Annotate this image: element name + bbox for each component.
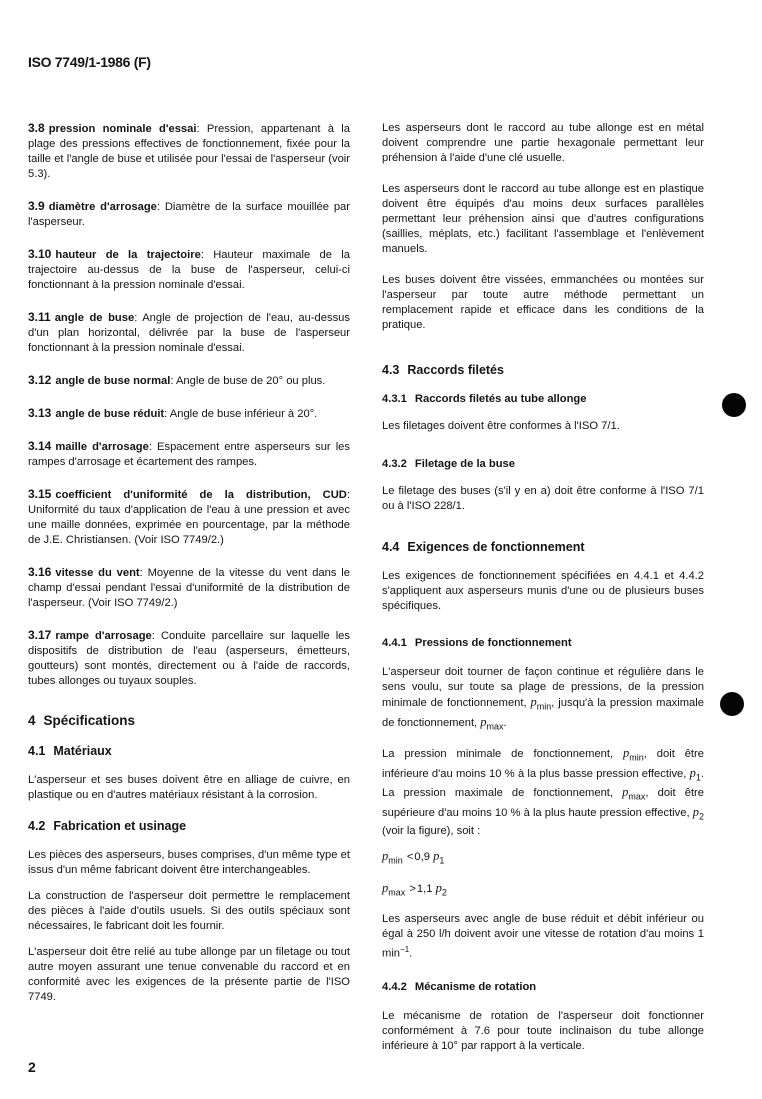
section-title: Exigences de fonctionnement [407, 540, 585, 554]
definition-text: : Angle de projection de l'eau, au-dessus d'un plan horizontal, délivrée par la buse de l'asperseur fonctionnant à la pression nominale d'essai. [28, 312, 350, 354]
definition-term: vitesse du vent [55, 567, 140, 579]
symbol-p-2: $p_2$ [692, 804, 704, 821]
paragraph: L'asperseur doit tourner de façon continue et régulière dans le sens voulu, sur toute sa plage de pressions, de la pression minimale de fonctionnement, $p_{min}$, jusqu'à la pression maximale de fonctionnement, $p_{max}$. [382, 666, 704, 731]
definition-term: rampe d'arrosage [55, 630, 152, 642]
section-title: Fabrication et usinage [53, 819, 187, 833]
definition-term: coefficient d'uniformité de la distribution, CUD [55, 489, 347, 501]
section-title: Filetage de la buse [414, 458, 515, 470]
paragraph: Les buses doivent être vissées, emmanchées ou montées sur l'asperseur par toute autre méthode permettant un remplacement rapide et efficace dans les conditions de la pratique. [382, 274, 704, 331]
inequality-p-max: $p_{max} >1,1$ $p_2$ [382, 880, 447, 897]
definition-text: : Hauteur maximale de la trajectoire au-dessus de la buse de l'asperseur, celui-ci fonctionnant à la pression nominale d'essai. [28, 249, 350, 291]
symbol-p-max: $p_{max}$ [480, 714, 504, 731]
section-number: 4.4.1 [382, 637, 407, 649]
paragraph: Les filetages doivent être conformes à l'ISO 7/1. [382, 420, 620, 432]
section-number: 4.2 [28, 819, 46, 833]
margin-bullet-mark [720, 692, 744, 716]
paragraph: Les asperseurs dont le raccord au tube allonge est en plastique doivent être équipés d'au moins deux surfaces parallèles permettant leur préhension ainsi que d'autres configurations (saillies, méplats, etc.) facilitant l'assemblage et l'enlèvement manuels. [382, 183, 704, 255]
section-4-3-heading [382, 363, 704, 378]
section-number: 4.1 [28, 744, 46, 758]
paragraph: Les asperseurs dont le raccord au tube allonge est en métal doivent comprendre une partie hexagonale permettant leur préhension à l'aide d'une clé usuelle. [382, 122, 704, 164]
definition-text: : Conduite parcellaire sur laquelle les dispositifs de distribution de l'eau (asperseurs, émetteurs, goutteurs) sont montés, directement ou à l'aide de raccords, tubes allonges ou tuyaux souples. [28, 630, 350, 687]
symbol-p-max: $p_{max}$ [622, 785, 646, 802]
symbol-p-min: $p_{min}$ [530, 695, 552, 712]
paragraph: La pression minimale de fonctionnement, $p_{min}$, doit être inférieure d'au moins 10 % à la plus basse pression effective, $p_1$. La pression maximale de fonctionnement, $p_{max}$, doit être supérieure d'au moins 10 % à la plus haute pression effective, $p_2$ (voir la figure), soit : [382, 746, 704, 837]
definition-text: : Moyenne de la vitesse du vent dans le champ d'essai pendant l'essai d'uniformité de la distribution de l'asperseur. (Voir ISO 7749/2.) [28, 567, 350, 609]
symbol-p-min: $p_{min}$ [623, 746, 644, 763]
section-4-heading [28, 713, 350, 728]
definition-number: 3.10 [28, 247, 52, 261]
definition-3-17 [28, 628, 350, 689]
definition-3-16 [28, 565, 350, 611]
section-4-3-1-heading [382, 392, 704, 407]
definition-3-13 [28, 406, 350, 422]
definition-term: angle de buse réduit [55, 408, 165, 420]
definition-number: 3.12 [28, 373, 52, 387]
definition-text: : Angle de buse inférieur à 20°. [164, 408, 318, 420]
section-4-4-2-heading [382, 980, 704, 995]
paragraph: Le filetage des buses (s'il y en a) doit être conforme à l'ISO 7/1 ou à l'ISO 228/1. [382, 485, 704, 512]
section-4-4-1-heading [382, 636, 704, 651]
definition-number: 3.16 [28, 565, 52, 579]
section-number: 4.3.1 [382, 393, 407, 405]
section-number: 4.3.2 [382, 458, 407, 470]
definition-number: 3.8 [28, 121, 45, 135]
section-number: 4.4.2 [382, 980, 407, 993]
paragraph: Le mécanisme de rotation de l'asperseur doit fonctionner conformément à 7.6 pour toute inclinaison du tube allonge inférieure à 10° par rapport à la verticale. [382, 1009, 704, 1052]
definition-number: 3.15 [28, 487, 52, 501]
paragraph: Les exigences de fonctionnement spécifiées en 4.4.1 et 4.4.2 s'appliquent aux asperseurs munis d'une ou de plusieurs buses spécifiques. [382, 570, 704, 612]
inequality-p-min: $p_{min} <0,9$ $p_1$ [382, 849, 445, 866]
definition-term: angle de buse [54, 312, 135, 324]
section-number: 4.3 [382, 363, 400, 377]
definition-text: : Espacement entre asperseurs sur les rampes d'arrosage et écartement des rampes. [28, 441, 350, 468]
definition-3-12 [28, 373, 350, 389]
paragraph: L'asperseur doit être relié au tube allonge par un filetage ou tout autre moyen assurant une tenue convenable du raccord et en conformité avec les exigences de la présente partie de l'ISO 7749. [28, 946, 350, 1003]
paragraph: Les asperseurs avec angle de buse réduit et débit inférieur ou égal à 250 l/h doivent avoir une vitesse de rotation d'au moins 1 $\min^{-1}$. [382, 913, 704, 960]
definition-number: 3.14 [28, 439, 52, 453]
section-4-3-2-heading [382, 457, 704, 472]
paragraph: La construction de l'asperseur doit permettre le remplacement des pièces à l'aide d'outils usuels. Si des outils spéciaux sont nécessaires, le fabricant doit les fournir. [28, 890, 350, 932]
definition-3-8 [28, 121, 350, 182]
section-number: 4 [28, 713, 36, 728]
definition-text: : Uniformité du taux d'application de l'eau à une pression et avec une maille données, exprimée en pourcentage, par la méthode de J.E. Christiansen. (Voir ISO 7749/2.) [28, 489, 350, 546]
left-column [28, 121, 350, 1005]
section-title: Raccords filetés [407, 363, 504, 377]
section-title: Pressions de fonctionnement [414, 637, 572, 649]
section-4-2-heading [28, 819, 350, 834]
section-title: Mécanisme de rotation [414, 980, 537, 993]
symbol-p-1: $p_1$ [689, 765, 701, 782]
definition-3-9 [28, 199, 350, 230]
definition-number: 3.11 [28, 310, 51, 324]
paragraph: Les pièces des asperseurs, buses comprises, d'un même type et issus d'un même fabricant doivent être interchangeables. [28, 849, 350, 876]
definition-number: 3.9 [28, 199, 45, 213]
section-title: Raccords filetés au tube allonge [414, 393, 587, 405]
right-column [382, 121, 704, 1054]
definition-number: 3.13 [28, 406, 52, 420]
definition-term: maille d'arrosage [55, 441, 149, 453]
section-4-1-heading [28, 744, 350, 759]
section-number: 4.4 [382, 540, 400, 554]
definition-term: hauteur de la trajectoire [55, 249, 201, 261]
definition-term: pression nominale d'essai [48, 123, 197, 135]
definitions-list [28, 121, 350, 689]
definition-3-15 [28, 487, 350, 548]
definition-3-11 [28, 310, 350, 356]
section-4-4-heading [382, 540, 704, 555]
definition-term: diamètre d'arrosage [48, 201, 157, 213]
margin-bullet-mark [722, 393, 746, 417]
definition-text: : Angle de buse de 20° ou plus. [170, 375, 326, 387]
definition-number: 3.17 [28, 628, 52, 642]
document-header: ISO 7749/1-1986 (F) [28, 54, 151, 70]
definition-text: : Diamètre de la surface mouillée par l'asperseur. [28, 201, 350, 228]
definition-3-14 [28, 439, 350, 470]
definition-term: angle de buse normal [55, 375, 171, 387]
definition-text: : Pression, appartenant à la plage des pressions effectives de fonctionnement, fixée pour la taille et l'angle de buse et utilisée pour l'essai de l'asperseur (voir 5.3). [28, 123, 350, 180]
section-title: Spécifications [43, 713, 136, 728]
definition-3-10 [28, 247, 350, 293]
section-title: Matériaux [53, 744, 112, 758]
paragraph: L'asperseur et ses buses doivent être en alliage de cuivre, en plastique ou en d'autres matériaux résistant à la corrosion. [28, 774, 350, 801]
page-number: 2 [28, 1059, 36, 1075]
